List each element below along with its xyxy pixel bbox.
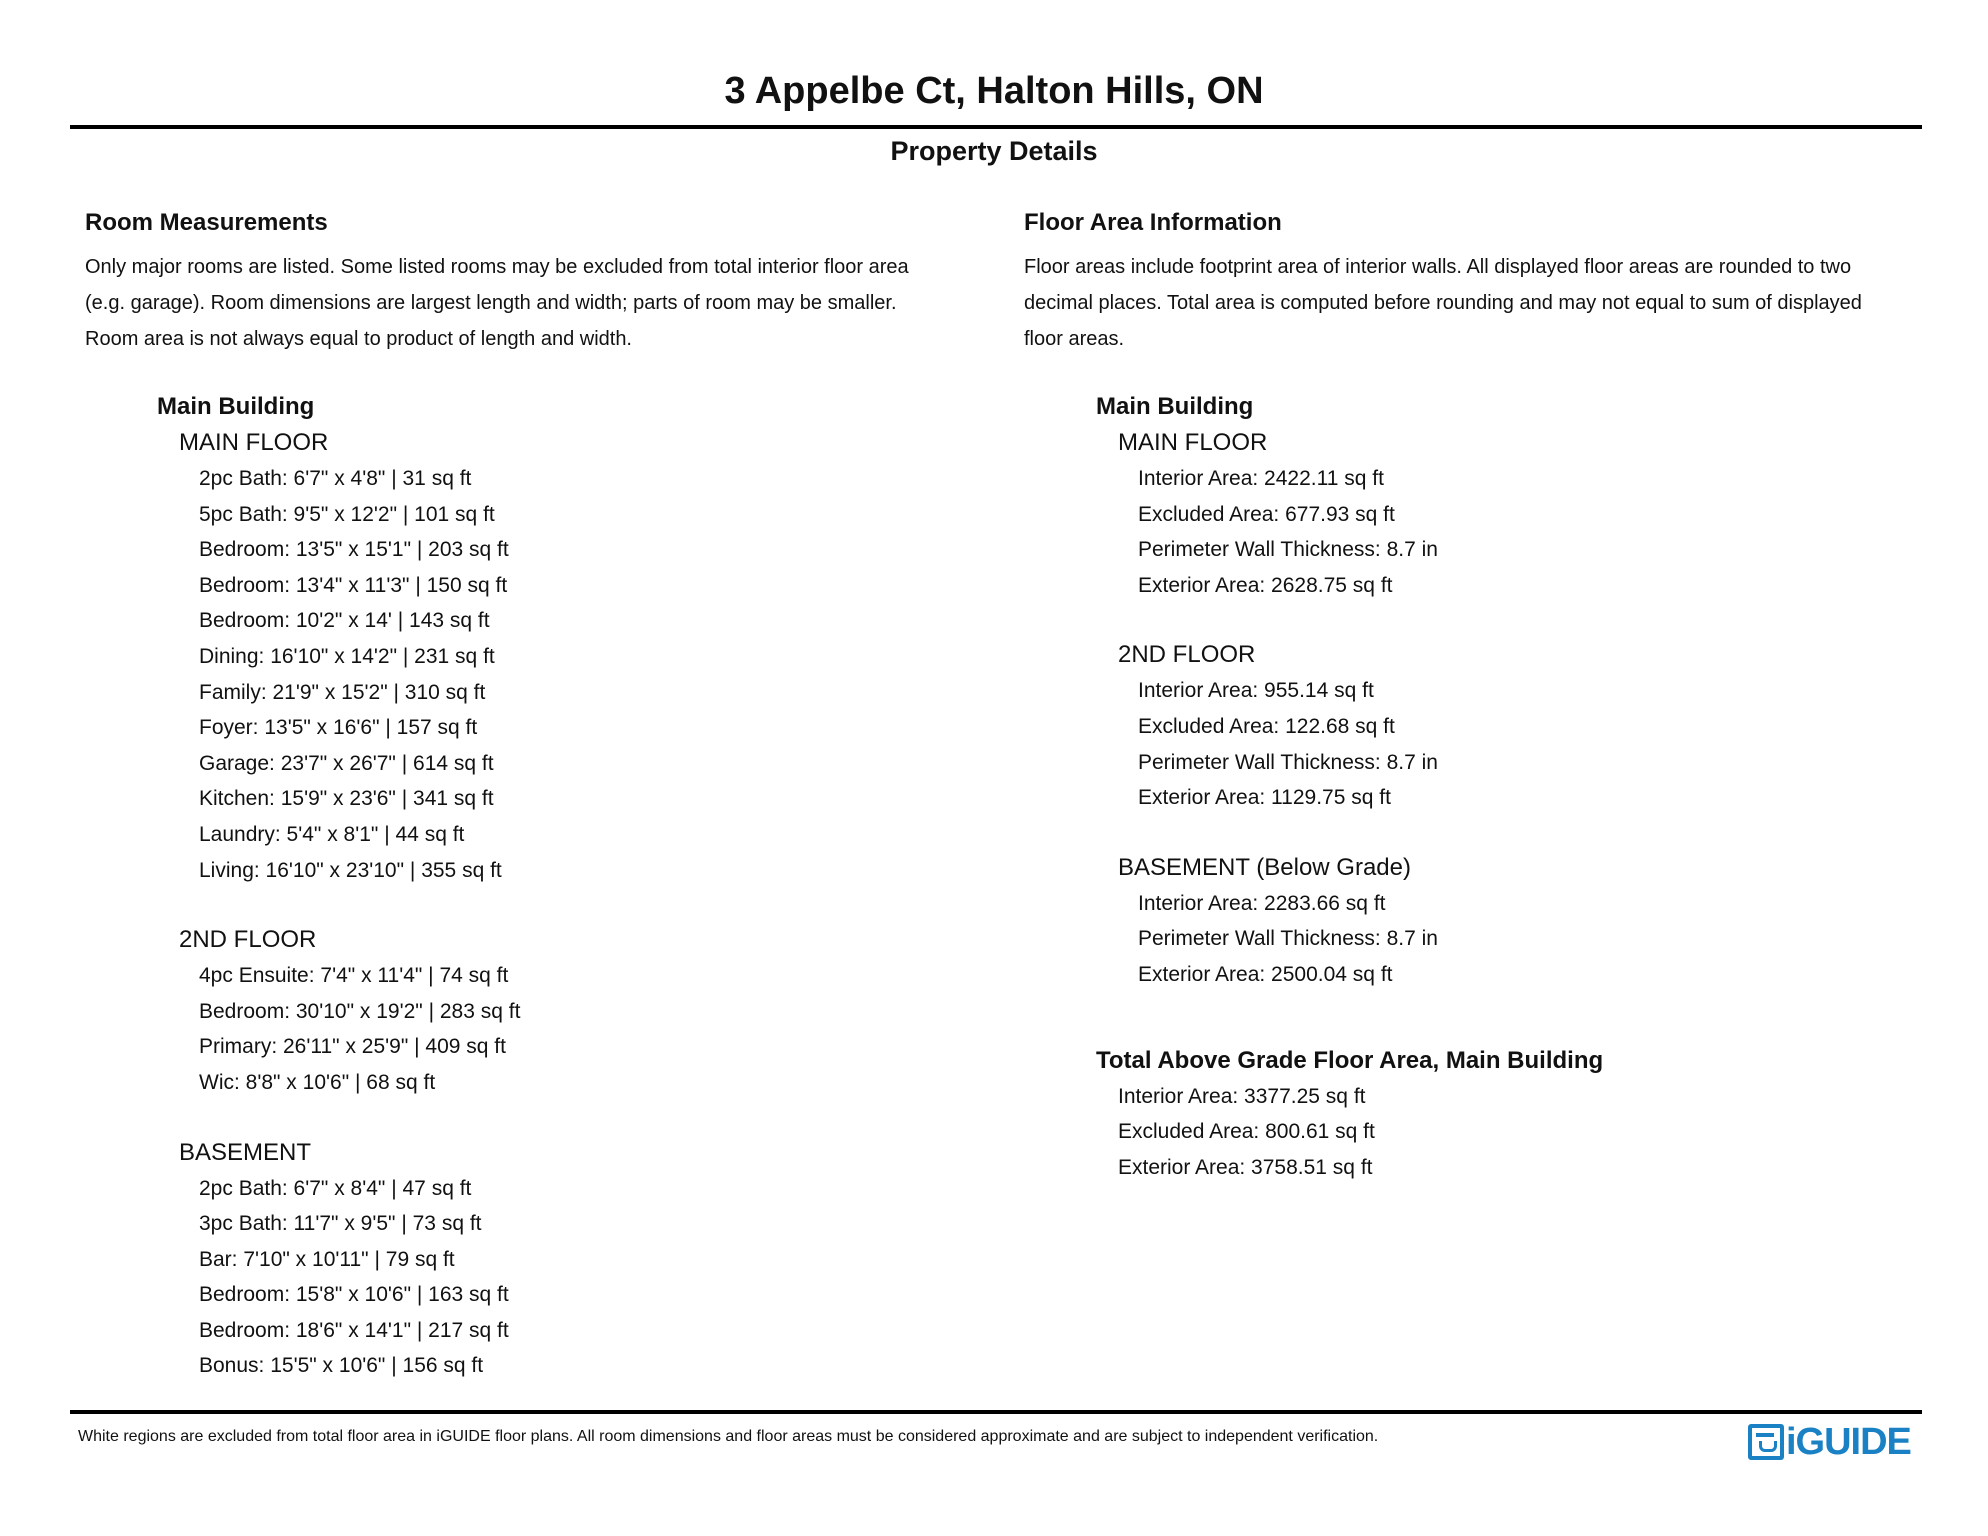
- room-item: Bedroom: 10'2" x 14' | 143 sq ft: [199, 609, 490, 633]
- room-measurements-heading: Room Measurements: [85, 209, 328, 236]
- page-subtitle: Property Details: [890, 136, 1098, 166]
- total-area-item: Exterior Area: 3758.51 sq ft: [1118, 1155, 1373, 1179]
- room-item: Bedroom: 13'4" x 11'3" | 150 sq ft: [199, 573, 508, 597]
- room-item: Bonus: 15'5" x 10'6" | 156 sq ft: [199, 1354, 484, 1378]
- floor-area-heading: Floor Area Information: [1024, 209, 1282, 236]
- area-item: Interior Area: 2422.11 sq ft: [1138, 467, 1384, 490]
- room-item: Bedroom: 30'10" x 19'2" | 283 sq ft: [199, 999, 521, 1023]
- room-measurements-column: [85, 205, 985, 1384]
- area-item: Exterior Area: 1129.75 sq ft: [1138, 786, 1391, 810]
- total-area-item: Excluded Area: 800.61 sq ft: [1118, 1120, 1375, 1144]
- floor-name: 2ND FLOOR: [179, 926, 317, 954]
- room-floor-basement: [179, 1135, 985, 1385]
- room-item: Foyer: 13'5" x 16'6" | 157 sq ft: [199, 716, 478, 740]
- room-item: Kitchen: 15'9" x 23'6" | 341 sq ft: [199, 787, 494, 811]
- room-item: Bedroom: 15'8" x 10'6" | 163 sq ft: [199, 1283, 509, 1307]
- floor-name: MAIN FLOOR: [179, 429, 329, 456]
- area-floor-basement: [1118, 850, 1944, 993]
- iguide-logo-text: iGUIDE: [1786, 1420, 1911, 1463]
- total-area-heading: Total Above Grade Floor Area, Main Building: [1096, 1046, 1604, 1074]
- iguide-logo: [1748, 1420, 1911, 1464]
- area-floor-2nd: [1118, 637, 1944, 815]
- page-title: 3 Appelbe Ct, Halton Hills, ON: [724, 70, 1264, 112]
- room-measurements-desc-line: (e.g. garage). Room dimensions are largest length and width; parts of room may be smaller.: [85, 292, 897, 314]
- area-item: Excluded Area: 677.93 sq ft: [1138, 502, 1395, 526]
- floor-name: BASEMENT (Below Grade): [1118, 853, 1411, 881]
- room-item: Primary: 26'11" x 25'9" | 409 sq ft: [199, 1035, 506, 1059]
- area-item: Exterior Area: 2628.75 sq ft: [1138, 573, 1393, 597]
- iguide-logo-icon: [1748, 1424, 1784, 1460]
- floor-area-desc-line: decimal places. Total area is computed before rounding and may not equal to sum of displayed: [1024, 292, 1862, 314]
- header-divider: [70, 125, 1922, 129]
- room-item: Living: 16'10" x 23'10" | 355 sq ft: [199, 858, 502, 882]
- room-measurements-desc-line: Only major rooms are listed. Some listed rooms may be excluded from total interior floor area: [85, 256, 909, 278]
- area-item: Exterior Area: 2500.04 sq ft: [1138, 962, 1393, 986]
- area-item: Perimeter Wall Thickness: 8.7 in: [1138, 538, 1438, 562]
- floor-name: MAIN FLOOR: [1118, 429, 1268, 456]
- room-item: 4pc Ensuite: 7'4" x 11'4" | 74 sq ft: [199, 964, 509, 988]
- area-floor-main: [1118, 425, 1944, 603]
- floor-area-column: [1024, 205, 1944, 1185]
- room-floor-2nd: [179, 922, 985, 1100]
- room-floor-main: [179, 425, 985, 888]
- total-area-item: Interior Area: 3377.25 sq ft: [1118, 1084, 1366, 1108]
- room-item: Bedroom: 13'5" x 15'1" | 203 sq ft: [199, 538, 509, 562]
- room-item: 2pc Bath: 6'7" x 8'4" | 47 sq ft: [199, 1176, 472, 1200]
- room-item: Bedroom: 18'6" x 14'1" | 217 sq ft: [199, 1318, 509, 1342]
- room-item: Dining: 16'10" x 14'2" | 231 sq ft: [199, 644, 495, 668]
- room-item: Wic: 8'8" x 10'6" | 68 sq ft: [199, 1070, 436, 1094]
- room-item: Garage: 23'7" x 26'7" | 614 sq ft: [199, 751, 494, 775]
- area-item: Excluded Area: 122.68 sq ft: [1138, 714, 1395, 738]
- room-item: 3pc Bath: 11'7" x 9'5" | 73 sq ft: [199, 1212, 482, 1236]
- floor-area-desc-line: Floor areas include footprint area of interior walls. All displayed floor areas are rounded to two: [1024, 256, 1852, 278]
- area-building-heading: Main Building: [1096, 393, 1254, 420]
- floor-area-desc-line: floor areas.: [1024, 328, 1125, 350]
- floor-name: 2ND FLOOR: [1118, 641, 1256, 669]
- area-item: Perimeter Wall Thickness: 8.7 in: [1138, 750, 1438, 774]
- room-item: 5pc Bath: 9'5" x 12'2" | 101 sq ft: [199, 502, 495, 526]
- room-item: 2pc Bath: 6'7" x 4'8" | 31 sq ft: [199, 467, 472, 490]
- room-item: Bar: 7'10" x 10'11" | 79 sq ft: [199, 1247, 455, 1271]
- room-measurements-desc-line: Room area is not always equal to product of length and width.: [85, 328, 632, 350]
- area-item: Interior Area: 955.14 sq ft: [1138, 679, 1374, 703]
- area-item: Perimeter Wall Thickness: 8.7 in: [1138, 927, 1438, 951]
- footer-divider: [70, 1410, 1922, 1414]
- area-item: Interior Area: 2283.66 sq ft: [1138, 891, 1386, 915]
- room-item: Laundry: 5'4" x 8'1" | 44 sq ft: [199, 822, 465, 846]
- footer-disclaimer: White regions are excluded from total floor area in iGUIDE floor plans. All room dimensions and floor areas must be considered approximate and are subject to independent verification.: [78, 1428, 1379, 1445]
- total-area-list: [1118, 1079, 1944, 1186]
- room-building-heading: Main Building: [157, 393, 315, 420]
- floor-name: BASEMENT: [179, 1138, 312, 1166]
- room-item: Family: 21'9" x 15'2" | 310 sq ft: [199, 680, 486, 704]
